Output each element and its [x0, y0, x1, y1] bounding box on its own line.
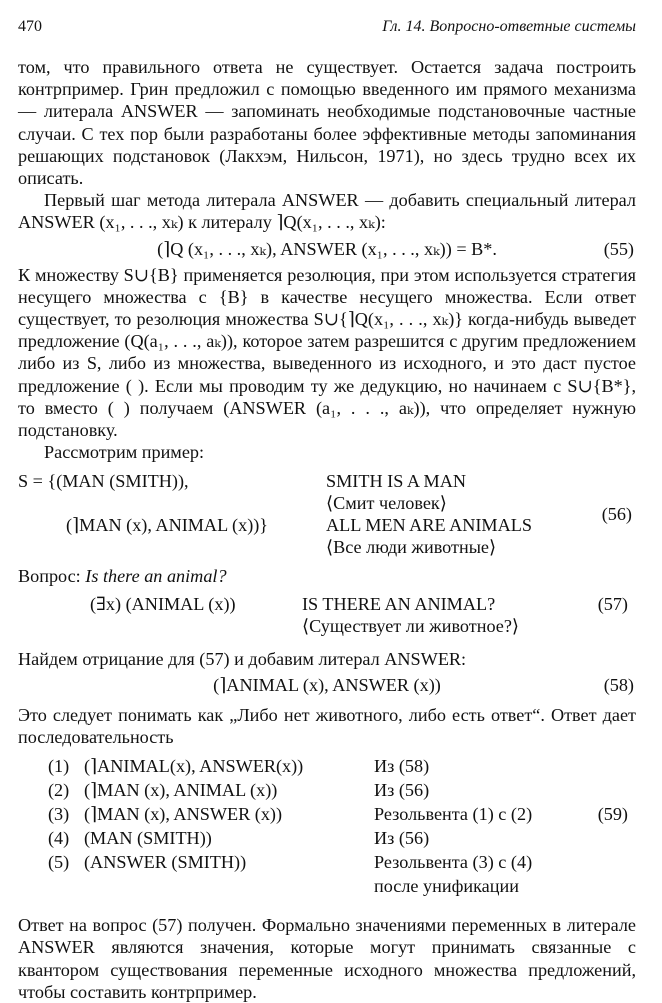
english-question: IS THERE AN ANIMAL?: [302, 593, 496, 614]
russian-gloss-1: ⟨Смит человек⟩: [326, 493, 447, 514]
paragraph-5: Найдем отрицание для (57) и добавим литерал ANSWER:: [18, 648, 467, 669]
example-56: [18, 469, 636, 565]
equation-55-formula: (⌉Q (x₁, . . ., xₖ), ANSWER (x₁, . . ., xₖ)) = B*.: [157, 238, 497, 259]
step-source: Резольвента (3) с (4): [374, 852, 533, 873]
step-source: Резольвента (1) с (2): [374, 804, 533, 825]
step-source: Из (56): [374, 780, 430, 801]
paragraph-4: Рассмотрим пример:: [44, 442, 205, 463]
equation-56-number: (56): [601, 504, 632, 525]
set-line-1: S = {(MAN (SMITH)),: [18, 471, 189, 492]
equation-58-number: (58): [603, 674, 634, 695]
step-clause: (⌉MAN (x), ANSWER (x)): [84, 804, 283, 825]
equation-58-formula: (⌉ANIMAL (x), ANSWER (x)): [213, 674, 441, 695]
derivation-59: [18, 756, 636, 906]
question-text: Is there an animal?: [85, 566, 227, 587]
step-clause: (⌉MAN (x), ANIMAL (x)): [84, 780, 278, 801]
paragraph-2: Первый шаг метода литерала ANSWER — добавить специальный литерал ANSWER (x₁, . . ., xₖ) к литералу ⌉Q(x₁, . . ., xₖ):: [18, 190, 636, 233]
step-number: (5): [48, 852, 70, 873]
equation-57-formula: (∃x) (ANIMAL (x)): [90, 593, 236, 614]
step-number: (4): [48, 828, 70, 849]
russian-question: ⟨Существует ли животное?⟩: [302, 615, 520, 636]
step-clause: (⌉ANIMAL(x), ANSWER(x)): [84, 756, 304, 777]
running-header: [18, 18, 636, 38]
page-number: 470: [18, 18, 42, 35]
chapter-title: Гл. 14. Вопросно-ответные системы: [382, 18, 636, 35]
step-number: (1): [48, 756, 70, 777]
paragraph-1: том, что правильного ответа не существует. Остается задача построить контрпример. Грин предложил с помощью введенного им прямого механизма — литерала ANSWER — запоминать необходимые подстановочные частные случаи. С тех пор были разработаны более эффективные методы запоминания решающих подстановок (Лакхэм, Нильсон, 1971), но здесь трудно всех их описать.: [18, 57, 636, 189]
paragraph-6: Это следует понимать как „Либо нет животного, либо есть ответ“. Ответ дает последовательность: [18, 704, 636, 748]
step-clause: (MAN (SMITH)): [84, 828, 212, 849]
set-line-2: (⌉MAN (x), ANIMAL (x))}: [66, 515, 269, 536]
step-number: (3): [48, 804, 70, 825]
russian-gloss-2: ⟨Все люди животные⟩: [326, 537, 497, 558]
paragraph-7: Ответ на вопрос (57) получен. Формально значениями переменных в литерале ANSWER являются значения, которые могут принимать связанные с квантором существования переменные исходного множества предложений, чтобы составить контрпример.: [18, 915, 636, 1002]
step-source: Из (56): [374, 828, 430, 849]
step-clause: (ANSWER (SMITH)): [84, 852, 247, 873]
equation-59-number: (59): [597, 804, 628, 825]
equation-55-number: (55): [603, 238, 634, 259]
equation-55: [18, 234, 636, 264]
english-sentence-2: ALL MEN ARE ANIMALS: [326, 515, 532, 536]
page-body: [18, 56, 636, 1003]
equation-58: [18, 670, 636, 700]
example-57: [18, 592, 636, 644]
question-line: [18, 565, 636, 587]
step-number: (2): [48, 780, 70, 801]
step-note: после унификации: [374, 876, 519, 897]
paragraph-3: К множеству S∪{B} применяется резолюция, при этом используется стратегия несущего множества с {B} в качестве несущего множества. Если ответ существует, то резолюция множества S∪{⌉Q(x₁, . . ., xₖ)} когда-нибудь выведет предложение (Q(a₁, . . ., aₖ)), которое затем разрешится с другим предложением либо из S, либо из множества, выведенного из исходного, и это даст пустое предложение ( ). Если мы проводим ту же дедукцию, но начинаем с S∪{B*}, то вместо ( ) получаем (ANSWER (a₁, . . ., aₖ)), что определяет нужную подстановку.: [18, 264, 636, 441]
english-sentence-1: SMITH IS A MAN: [326, 471, 466, 492]
question-label: Вопрос:: [18, 566, 81, 587]
equation-57-number: (57): [597, 593, 628, 614]
step-source: Из (58): [374, 756, 430, 777]
